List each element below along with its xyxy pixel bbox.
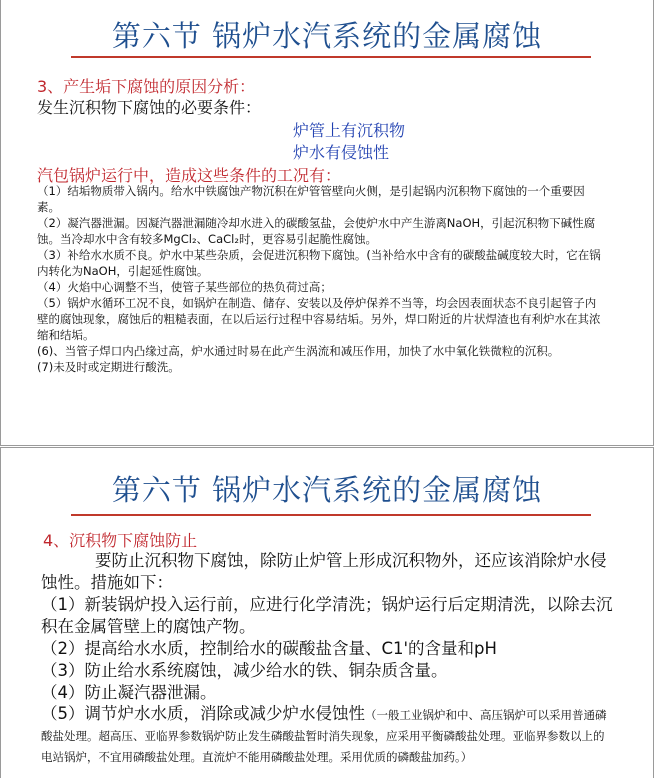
list-item — [41, 704, 613, 767]
condition-2: 炉水有侵蚀性 — [293, 143, 390, 162]
condition-1: 炉管上有沉积物 — [293, 121, 406, 140]
list-item: （3）补给水水质不良。炉水中某些杂质，会促进沉积物下腐蚀。(当补给水中含有的碳酸盐碱度较大时，它在锅内转化为NaOH，引起延性腐蚀。 — [37, 248, 601, 278]
list-item: （3）防止给水系统腐蚀，减少给水的铁、铜杂质含量。 — [41, 661, 448, 680]
list-item: （1）结垢物质带入锅内。给水中铁腐蚀产物沉积在炉管管壁向火侧，是引起锅内沉积物下腐蚀的一个重要因素。 — [37, 184, 585, 214]
item-5-note: （一般工业锅炉和中、高压锅炉可以采用普通磷酸盐处理。超高压、亚临界参数锅炉防止发生磷酸盐暂时消失现象，应采用平衡磷酸盐处理。亚临界参数以上的电站锅炉，不宜用磷酸盐处理。直流炉不能用磷酸盐处理。采用优质的磷酸盐加药。） — [41, 708, 607, 764]
section-intro: 发生沉积物下腐蚀的必要条件： — [37, 98, 262, 117]
slide-2-title: 第六节 锅炉水汽系统的金属腐蚀 — [111, 473, 543, 507]
list-item: （4）火焰中心调整不当，使管子某些部位的热负荷过高； — [37, 280, 332, 294]
slide-1-title: 第六节 锅炉水汽系统的金属腐蚀 — [111, 19, 543, 53]
item-5-main: （5）调节炉水水质，消除或减少炉水侵蚀性 — [41, 704, 365, 723]
title-rule — [71, 56, 591, 58]
list-item: (7)未及时或定期进行酸洗。 — [37, 360, 180, 374]
section-heading: 4、沉积物下腐蚀防止 — [43, 531, 198, 550]
list-item: （2）凝汽器泄漏。因凝汽器泄漏随冷却水进入的碳酸氢盐，会使炉水中产生游离NaOH，引起沉积物下碱性腐蚀。当冷却水中含有较多MgCl₂、CaCl₂时，更容易引起脆性腐蚀。 — [37, 216, 596, 246]
prevention-list — [41, 550, 613, 767]
list-item: （2）提高给水水质，控制给水的碳酸盐含量、C1'的含量和pH — [41, 639, 497, 658]
title-rule — [71, 514, 591, 516]
list-item: （1）新装锅炉投入运行前，应进行化学清洗；锅炉运行后定期清洗，以除去沉积在金属管壁上的腐蚀产物。 — [41, 595, 613, 636]
conditions-subheading: 汽包锅炉运行中，造成这些条件的工况有： — [37, 166, 342, 185]
slide-2 — [0, 447, 654, 778]
list-item: （5）锅炉水循环工况不良，如锅炉在制造、储存、安装以及停炉保养不当等，均会因表面状态不良引起管子内壁的腐蚀现象，腐蚀后的粗糙表面，在以后运行过程中容易结垢。另外，焊口附近的片状焊渣也有利炉水在其浓缩和结垢。 — [37, 296, 601, 342]
cause-list — [37, 183, 603, 375]
section-heading: 3、产生垢下腐蚀的原因分析： — [37, 77, 256, 96]
prevention-intro: 要防止沉积物下腐蚀，除防止炉管上形成沉积物外，还应该消除炉水侵蚀性。措施如下： — [41, 551, 607, 592]
list-item: （4）防止凝汽器泄漏。 — [41, 683, 217, 702]
list-item: (6)、当管子焊口内凸缘过高，炉水通过时易在此产生涡流和减压作用，加快了水中氧化铁微粒的沉积。 — [37, 344, 560, 358]
